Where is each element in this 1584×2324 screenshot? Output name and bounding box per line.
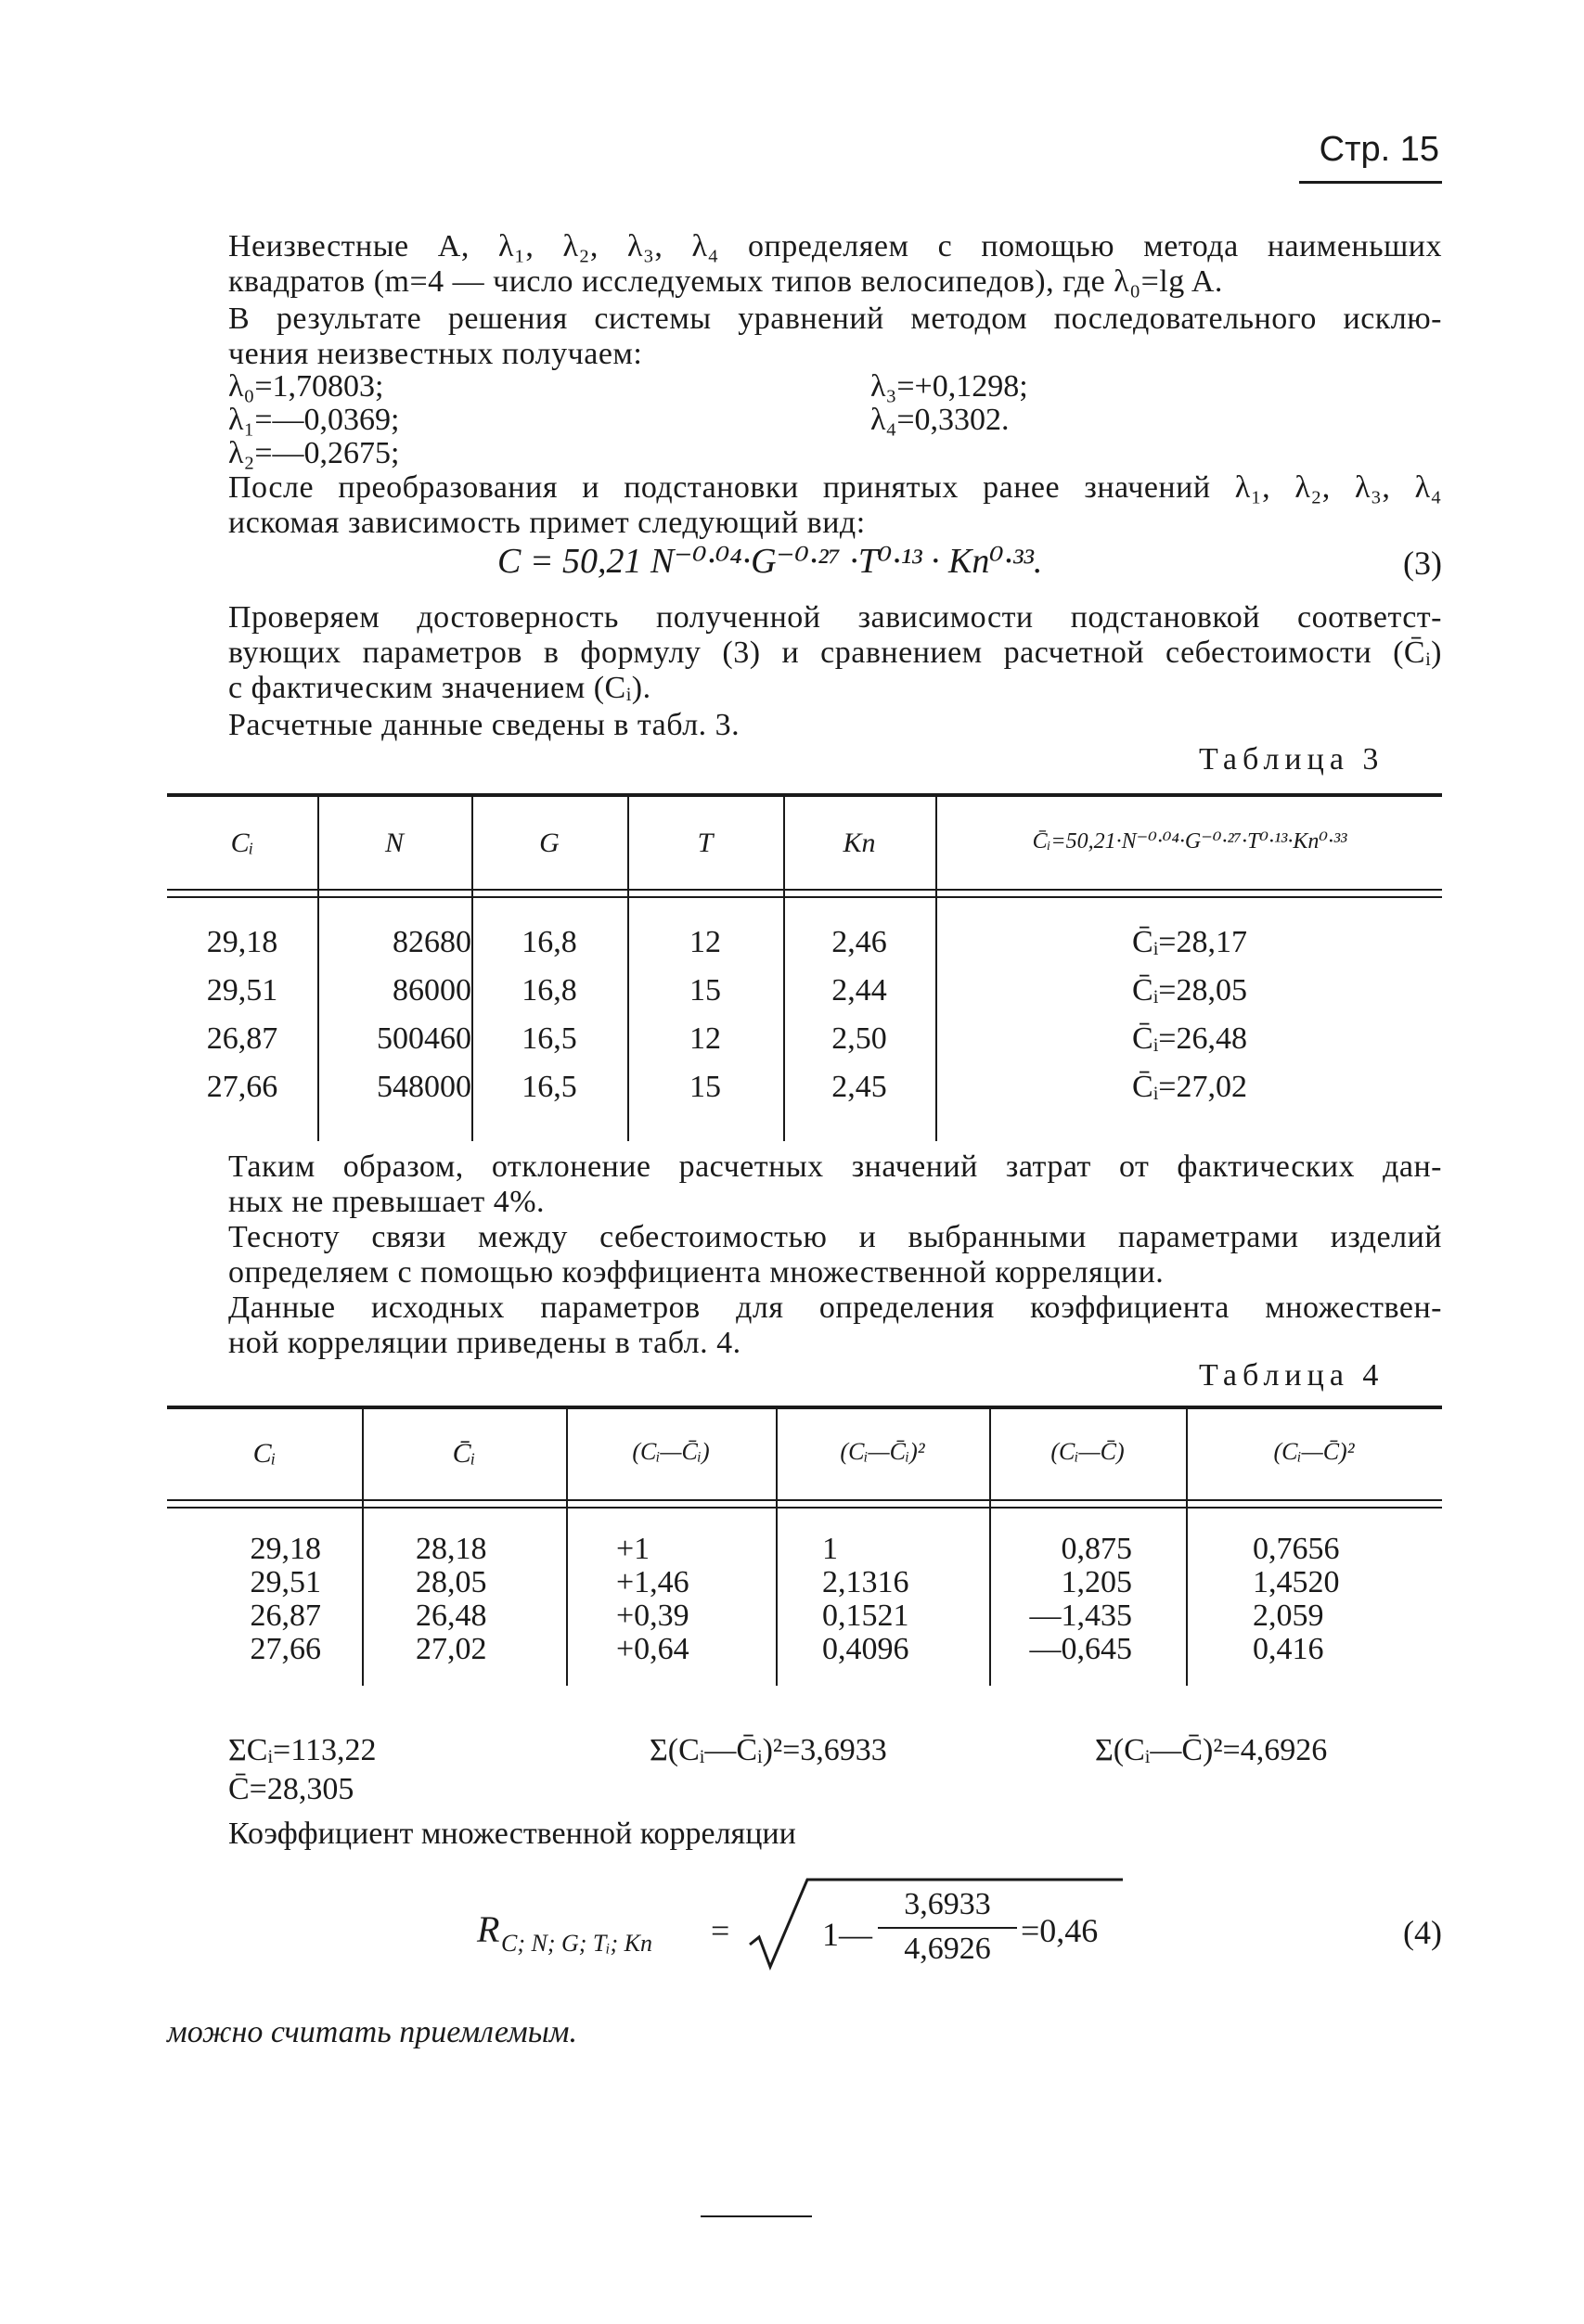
table-4-cell: 28,18 xyxy=(416,1532,487,1566)
table-4-title: Таблица 4 xyxy=(1199,1358,1384,1393)
table-3-cell: C̄ᵢ=28,05 xyxy=(1132,973,1247,1008)
paragraph-2-line-2: чения неизвестных получаем: xyxy=(228,337,643,371)
table-4-cell: 28,05 xyxy=(416,1565,487,1599)
table-3-cell: C̄ᵢ=27,02 xyxy=(1132,1070,1247,1104)
conclusion-text: можно считать приемлемым. xyxy=(167,2015,577,2049)
paragraph-4-line-3: с фактическим значением (Cᵢ). xyxy=(228,671,651,705)
paragraph-4-line-2: вующих параметров в формулу (3) и сравнением расчетной себестоимости (C̄ᵢ) xyxy=(228,636,1442,670)
table-3-cell: 29,51 xyxy=(206,973,278,1008)
formula-3: C = 50,21 N⁻⁰·⁰⁴·G⁻⁰·²⁷ ·T⁰·¹³ · Kп⁰·³³. xyxy=(497,542,1043,581)
end-rule xyxy=(701,2215,812,2217)
table-4-cell: 0,416 xyxy=(1253,1632,1324,1666)
table-4-header-diff-sq: (Cᵢ—C̄ᵢ)² xyxy=(840,1438,925,1465)
table-3-cell: 29,18 xyxy=(206,925,278,959)
table-4-cell: 29,51 xyxy=(250,1565,321,1599)
table-4-cell: 26,48 xyxy=(416,1599,487,1633)
sum-ci: ΣCᵢ=113,22 xyxy=(228,1733,377,1767)
table-4-cell: +1,46 xyxy=(616,1565,689,1599)
table-4-cell: 1,4520 xyxy=(1253,1565,1340,1599)
table-3-cell: 15 xyxy=(689,1070,721,1104)
table-3-header-formula: C̄ᵢ=50,21·N⁻⁰·⁰⁴·G⁻⁰·²⁷·T⁰·¹³·Kп⁰·³³ xyxy=(1032,829,1347,854)
formula-4-result: =0,46 xyxy=(1021,1912,1099,1949)
table-4-header-dev: (Cᵢ—C̄) xyxy=(1050,1438,1125,1465)
table-3-cell: 2,46 xyxy=(831,925,887,959)
table-4-cell: 27,02 xyxy=(416,1632,487,1666)
table-4-column-dev-sq xyxy=(1253,1533,1392,1666)
table-3-top-rule xyxy=(167,793,1442,797)
paragraph-8-line-1: Данные исходных параметров для определения коэффициента множествен- xyxy=(228,1290,1442,1325)
table-3-cell: 86000 xyxy=(393,973,471,1008)
table-3-cell: 82680 xyxy=(393,925,471,959)
table-4-cell: 0,1521 xyxy=(822,1599,909,1633)
equation-number-3: (3) xyxy=(1403,545,1442,582)
table-4-cell: +0,64 xyxy=(616,1632,689,1666)
formula-4-numerator: 3,6933 xyxy=(904,1887,991,1921)
table-4-top-rule xyxy=(167,1406,1442,1409)
table-4-header-rule-2 xyxy=(167,1507,1442,1509)
table-3-cell: 2,45 xyxy=(831,1070,887,1104)
equation-number-4: (4) xyxy=(1403,1914,1442,1951)
table-3-cell: 2,50 xyxy=(831,1021,887,1056)
table-4-cell: 0,875 xyxy=(1061,1532,1132,1566)
formula-4-equals: = xyxy=(711,1912,730,1949)
table-4-column-diff xyxy=(616,1533,765,1666)
table-4-cell: +0,39 xyxy=(616,1599,689,1633)
formula-4-one-minus: 1— xyxy=(822,1916,872,1953)
lambda-4-value: λ₄=0,3302. xyxy=(870,403,1010,437)
table-3-header-t: T xyxy=(697,828,714,858)
table-4-column-ci-bar xyxy=(416,1533,527,1666)
formula-4-denominator: 4,6926 xyxy=(904,1932,991,1966)
table-3-cell: 16,5 xyxy=(522,1021,577,1056)
table-3-header-rule-2 xyxy=(167,896,1442,898)
table-3-cell: 26,87 xyxy=(206,1021,278,1056)
table-4-column-diff-sq xyxy=(822,1533,980,1666)
table-4-cell: +1 xyxy=(616,1532,650,1566)
table-4-column-ci xyxy=(212,1533,321,1666)
table-4-cell: —1,435 xyxy=(1029,1599,1132,1633)
lambda-0-value: λ₀=1,70803; xyxy=(228,369,384,404)
table-3-cell: 15 xyxy=(689,973,721,1008)
table-4-column-dev xyxy=(1011,1533,1132,1666)
correlation-label: Коэффициент множественной корреляции xyxy=(228,1817,796,1851)
table-3-header-g: G xyxy=(539,828,560,858)
table-3-cell: C̄ᵢ=28,17 xyxy=(1132,925,1247,959)
lambda-1-value: λ₁=—0,0369; xyxy=(228,403,400,437)
sum-sq-dev: Σ(Cᵢ—C̄)²=4,6926 xyxy=(1095,1733,1328,1767)
sum-sq-diff: Σ(Cᵢ—C̄ᵢ)²=3,6933 xyxy=(650,1733,887,1767)
table-3-cell: 16,5 xyxy=(522,1070,577,1104)
paragraph-5: Расчетные данные сведены в табл. 3. xyxy=(228,708,740,742)
paragraph-3-line-2: искомая зависимость примет следующий вид: xyxy=(228,506,866,540)
table-4-cell: 0,7656 xyxy=(1253,1532,1340,1566)
lambda-2-value: λ₂=—0,2675; xyxy=(228,436,400,470)
table-4-header-rule-1 xyxy=(167,1499,1442,1501)
lambda-3-value: λ₃=+0,1298; xyxy=(870,369,1028,404)
paragraph-8-line-2: ной корреляции приведены в табл. 4. xyxy=(228,1326,741,1360)
table-3-cell: 500460 xyxy=(377,1021,471,1056)
table-3-cell: 16,8 xyxy=(522,973,577,1008)
table-3-title: Таблица 3 xyxy=(1199,742,1384,777)
formula-4-lhs-subscript: C; N; G; Tᵢ; Kп xyxy=(501,1930,653,1957)
table-4-cell: 1 xyxy=(822,1532,838,1566)
table-3-header-kp: Kп xyxy=(843,828,876,858)
page-number-underline xyxy=(1299,181,1442,184)
table-3-header-ci: Cᵢ xyxy=(230,828,254,858)
table-4-cell: 1,205 xyxy=(1061,1565,1132,1599)
table-4-cell: 27,66 xyxy=(250,1632,321,1666)
paragraph-7-line-1: Тесноту связи между себестоимостью и выбранными параметрами изделий xyxy=(228,1220,1442,1254)
table-4-cell: 2,1316 xyxy=(822,1565,909,1599)
table-3-cell: 2,44 xyxy=(831,973,887,1008)
table-3-cell: 548000 xyxy=(377,1070,471,1104)
mean-c: C̄=28,305 xyxy=(228,1772,354,1806)
table-4-cell: 0,4096 xyxy=(822,1632,909,1666)
table-3-header-n: N xyxy=(384,828,404,858)
paragraph-3-line-1: После преобразования и подстановки принятых ранее значений λ₁, λ₂, λ₃, λ₄ xyxy=(228,470,1442,505)
table-3-cell: C̄ᵢ=26,48 xyxy=(1132,1021,1247,1056)
formula-4-lhs: R xyxy=(477,1908,500,1950)
table-4-cell: 2,059 xyxy=(1253,1599,1324,1633)
table-3-cell: 12 xyxy=(689,925,721,959)
table-3-header-rule-1 xyxy=(167,889,1442,891)
paragraph-6-line-1: Таким образом, отклонение расчетных значений затрат от фактических дан- xyxy=(228,1149,1442,1184)
table-4-header-dev-sq: (Cᵢ—C̄)² xyxy=(1273,1438,1355,1465)
paragraph-7-line-2: определяем с помощью коэффициента множественной корреляции. xyxy=(228,1255,1165,1290)
table-3-cell: 16,8 xyxy=(522,925,577,959)
table-3-cell: 12 xyxy=(689,1021,721,1056)
paragraph-4-line-1: Проверяем достоверность полученной зависимости подстановкой соответст- xyxy=(228,600,1442,635)
table-4-cell: 26,87 xyxy=(250,1599,321,1633)
paragraph-2-line-1: В результате решения системы уравнений методом последовательного исклю- xyxy=(228,302,1442,336)
paragraph-1-line-2: квадратов (m=4 — число исследуемых типов велосипедов), где λ₀=lg A. xyxy=(228,264,1223,299)
table-4-cell: 29,18 xyxy=(250,1532,321,1566)
table-3-cell: 27,66 xyxy=(206,1070,278,1104)
table-4-cell: —0,645 xyxy=(1029,1632,1132,1666)
page-number: Стр. 15 xyxy=(1319,130,1439,169)
table-4-header-diff: (Cᵢ—C̄ᵢ) xyxy=(632,1438,710,1465)
paragraph-6-line-2: ных не превышает 4%. xyxy=(228,1185,546,1219)
formula-4-fraction-bar xyxy=(878,1927,1017,1929)
paragraph-1-line-1: Неизвестные A, λ₁, λ₂, λ₃, λ₄ определяем с помощью метода наименьших xyxy=(228,229,1442,263)
table-4-header-ci: Cᵢ xyxy=(252,1438,277,1469)
table-4-header-ci-bar: C̄ᵢ xyxy=(452,1438,476,1469)
